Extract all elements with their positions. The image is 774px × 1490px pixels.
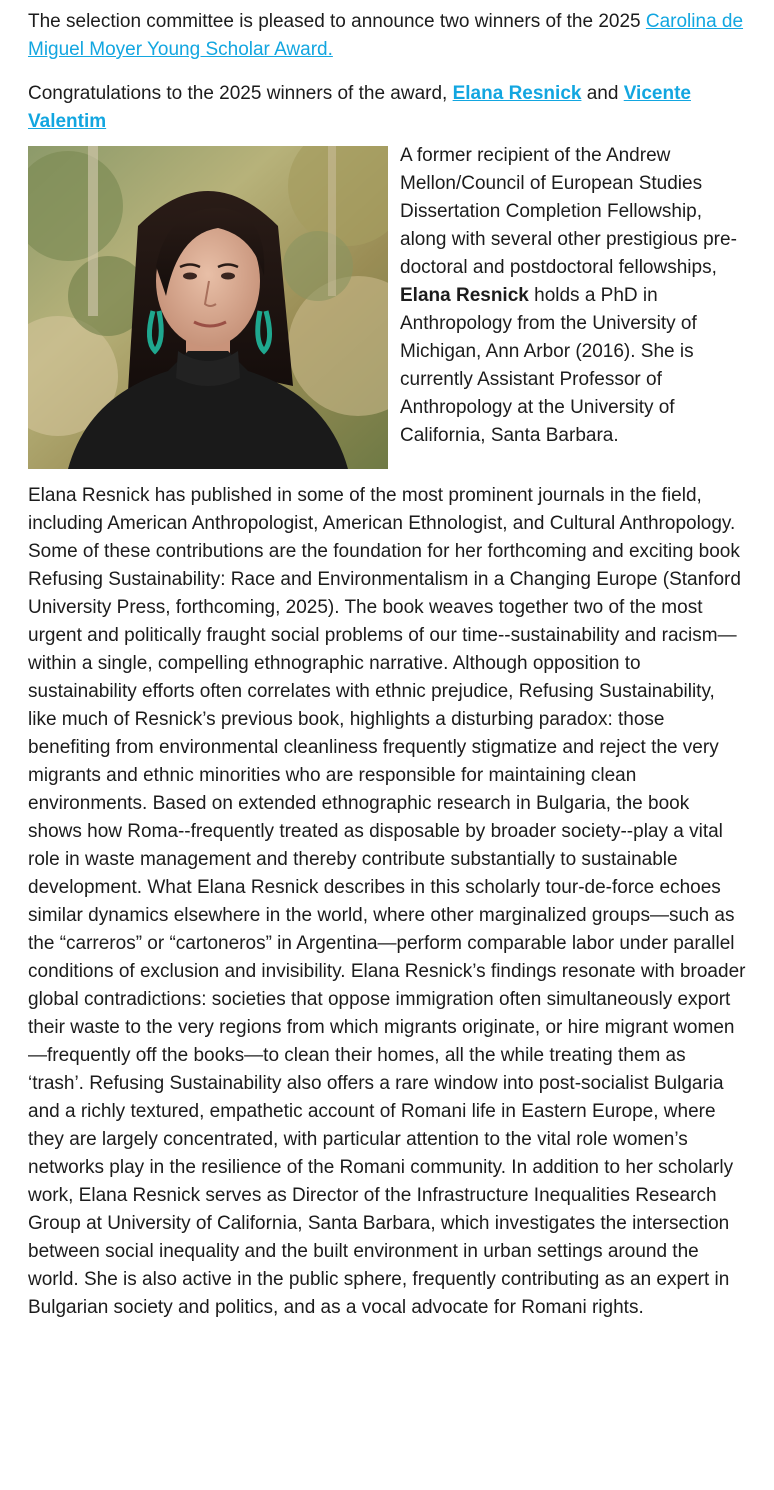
intro-text: The selection committee is pleased to announce two winners of the 2025 [28, 11, 641, 32]
portrait-photo [28, 146, 388, 469]
bio-text-after: holds a PhD in Anthropology from the University of Michigan, Ann Arbor (2016). She is currently Assistant Professor of Anthropology at the University of California, Santa Barbara. [400, 285, 697, 446]
award-link[interactable]: Carolina de Miguel Moyer Young Scholar Award. [28, 11, 744, 60]
portrait-photo-image [28, 146, 388, 469]
body-paragraph: Elana Resnick has published in some of the most prominent journals in the field, including American Anthropologist, American Ethnologist, and Cultural Anthropology. Some of these contributions are the foundation for her forthcoming and exciting book Refusing Sustainability: Race and Environmentalism in a Changing Europe (Stanford University Press, forthcoming, 2025). The book weaves together two of the most urgent and politically fraught social problems of our time--sustainability and racism—within a single, compelling ethnographic narrative. Although opposition to sustainability efforts often correlates with ethnic prejudice, Refusing Sustainability, like much of Resnick’s previous book, highlights a disturbing paradox: those benefiting from environmental cleanliness frequently stigmatize and reject the very migrants and ethnic minorities who are responsible for maintaining clean environments. Based on extended ethnographic research in Bulgaria, the book shows how Roma--frequently treated as disposable by broader society--play a vital role in waste management and thereby contribute substantially to sustainable development. What Elana Resnick describes in this scholarly tour-de-force echoes similar dynamics elsewhere in the world, where other marginalized groups—such as the “carreros” or “cartoneros” in Argentina—perform comparable labor under parallel conditions of exclusion and invisibility. Elana Resnick’s findings resonate with broader global contradictions: societies that oppose immigration often simultaneously export their waste to the very regions from which migrants originate, or hire migrant women—frequently off the books—to clean their homes, all the while treating them as ‘trash’. Refusing Sustainability also offers a rare window into post-socialist Bulgaria and a richly textured, empathetic account of Romani life in Eastern Europe, where they are largely concentrated, with particular attention to the vital role women’s networks play in the resilience of the Romani community. In addition to her scholarly work, Elana Resnick serves as Director of the Infrastructure Inequalities Research Group at University of California, Santa Barbara, which investigates the intersection between social inequality and the built environment in urban settings around the world. She is also active in the public sphere, frequently contributing as an expert in Bulgarian society and politics, and as a vocal advocate for Romani rights. [28, 485, 746, 1318]
congrats-conjunction: and [586, 83, 619, 104]
bio-text-before: A former recipient of the Andrew Mellon/Council of European Studies Dissertation Completion Fellowship, along with several other prestigious pre-doctoral and postdoctoral fellowships, [400, 145, 737, 278]
winner-link-elana-resnick[interactable]: Elana Resnick [452, 83, 582, 104]
winner-bio [400, 142, 746, 450]
winner-link-vicente-valentim[interactable]: Vicente Valentim [28, 83, 691, 132]
intro-paragraph [28, 8, 746, 64]
winner-feature [28, 142, 746, 469]
congrats-text: Congratulations to the 2025 winners of the award, [28, 83, 448, 104]
bio-name: Elana Resnick [400, 285, 529, 306]
congrats-paragraph [28, 80, 746, 136]
